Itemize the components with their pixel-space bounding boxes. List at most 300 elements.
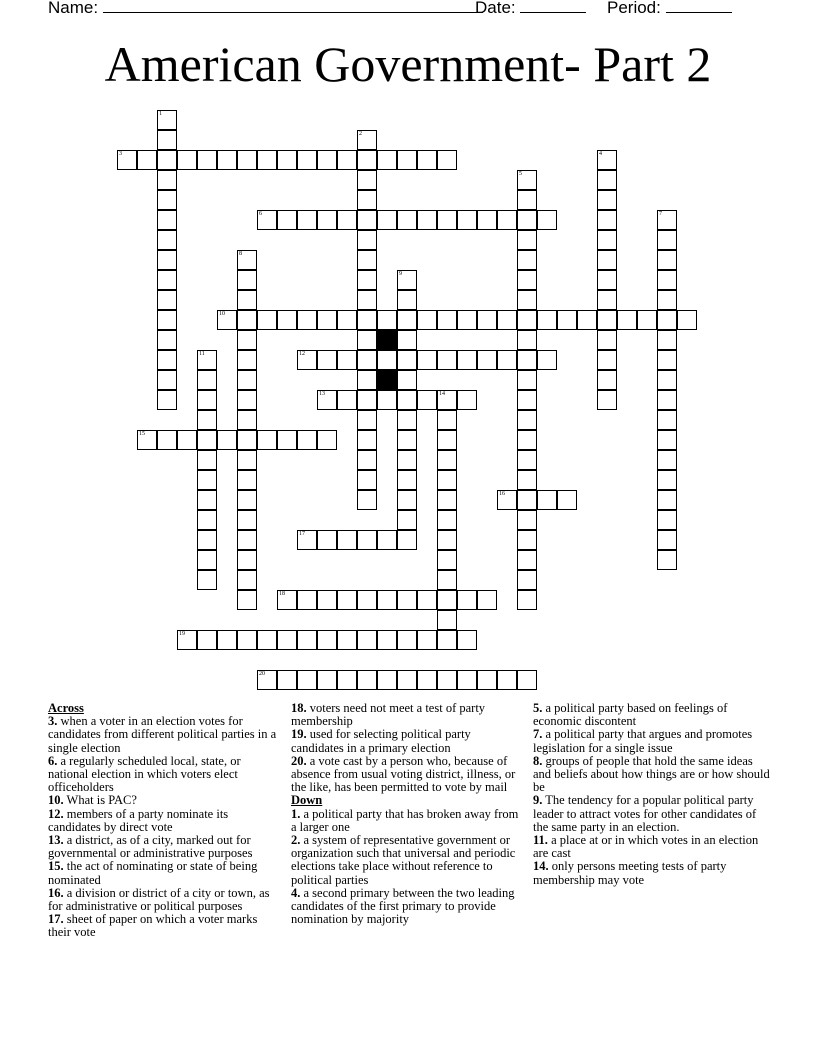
grid-cell[interactable] bbox=[157, 310, 177, 330]
grid-cell[interactable] bbox=[197, 570, 217, 590]
grid-cell[interactable] bbox=[597, 230, 617, 250]
grid-cell[interactable] bbox=[517, 330, 537, 350]
grid-cell[interactable] bbox=[157, 190, 177, 210]
clue-down-5: 5. a political party based on feelings of economic discontent bbox=[533, 701, 728, 729]
grid-cell[interactable] bbox=[437, 310, 457, 330]
cell-number: 13 bbox=[319, 391, 325, 397]
grid-cell[interactable] bbox=[497, 490, 517, 510]
grid-cell[interactable] bbox=[197, 510, 217, 530]
grid-cell[interactable] bbox=[217, 430, 237, 450]
grid-cell[interactable] bbox=[357, 410, 377, 430]
grid-cell[interactable] bbox=[237, 310, 257, 330]
grid-cell[interactable] bbox=[657, 410, 677, 430]
grid-cell[interactable] bbox=[437, 490, 457, 510]
grid-cell[interactable] bbox=[157, 370, 177, 390]
grid-cell[interactable] bbox=[597, 270, 617, 290]
grid-cell[interactable] bbox=[637, 310, 657, 330]
grid-cell[interactable] bbox=[357, 150, 377, 170]
grid-cell[interactable] bbox=[437, 470, 457, 490]
grid-cell[interactable] bbox=[497, 310, 517, 330]
grid-cell[interactable] bbox=[157, 110, 177, 130]
cell-number: 2 bbox=[359, 131, 362, 137]
grid-cell[interactable] bbox=[377, 590, 397, 610]
grid-cell[interactable] bbox=[177, 430, 197, 450]
grid-cell[interactable] bbox=[397, 450, 417, 470]
grid-cell[interactable] bbox=[377, 150, 397, 170]
grid-cell[interactable] bbox=[437, 430, 457, 450]
clue-across-16: 16. a division or district of a city or town, as for administrative or political purposes bbox=[48, 885, 270, 914]
grid-cell[interactable] bbox=[377, 670, 397, 690]
grid-cell[interactable] bbox=[437, 610, 457, 630]
grid-cell[interactable] bbox=[517, 370, 537, 390]
grid-cell[interactable] bbox=[537, 310, 557, 330]
grid-cell[interactable] bbox=[357, 290, 377, 310]
grid-cell[interactable] bbox=[157, 250, 177, 270]
grid-cell[interactable] bbox=[357, 470, 377, 490]
grid-cell[interactable] bbox=[517, 250, 537, 270]
clues-column-3 bbox=[533, 702, 773, 887]
cell-number: 11 bbox=[199, 351, 205, 357]
grid-cell[interactable] bbox=[397, 410, 417, 430]
grid-cell[interactable] bbox=[457, 630, 477, 650]
grid-cell[interactable] bbox=[537, 210, 557, 230]
grid-cell[interactable] bbox=[297, 430, 317, 450]
grid-cell[interactable] bbox=[197, 390, 217, 410]
clue-across-10: 10. What is PAC? bbox=[48, 793, 137, 808]
grid-cell[interactable] bbox=[357, 350, 377, 370]
cell-number: 16 bbox=[499, 491, 505, 497]
grid-cell[interactable] bbox=[437, 590, 457, 610]
grid-cell[interactable] bbox=[417, 350, 437, 370]
grid-cell[interactable] bbox=[357, 490, 377, 510]
grid-cell[interactable] bbox=[517, 590, 537, 610]
grid-cell[interactable] bbox=[437, 510, 457, 530]
grid-cell[interactable] bbox=[477, 350, 497, 370]
grid-cell[interactable] bbox=[277, 630, 297, 650]
cell-number: 7 bbox=[659, 211, 662, 217]
grid-cell[interactable] bbox=[277, 590, 297, 610]
grid-cell[interactable] bbox=[657, 430, 677, 450]
grid-cell[interactable] bbox=[357, 250, 377, 270]
grid-cell[interactable] bbox=[657, 230, 677, 250]
grid-cell[interactable] bbox=[597, 210, 617, 230]
grid-cell[interactable] bbox=[397, 270, 417, 290]
grid-cell[interactable] bbox=[197, 350, 217, 370]
grid-cell[interactable] bbox=[517, 350, 537, 370]
grid-cell[interactable] bbox=[197, 150, 217, 170]
grid-cell[interactable] bbox=[657, 550, 677, 570]
grid-cell[interactable] bbox=[357, 230, 377, 250]
grid-cell[interactable] bbox=[317, 590, 337, 610]
grid-cell[interactable] bbox=[417, 210, 437, 230]
grid-cell[interactable] bbox=[357, 130, 377, 150]
grid-cell[interactable] bbox=[317, 430, 337, 450]
grid-cell[interactable] bbox=[517, 470, 537, 490]
grid-cell[interactable] bbox=[337, 590, 357, 610]
grid-cell[interactable] bbox=[297, 150, 317, 170]
grid-cell[interactable] bbox=[277, 670, 297, 690]
grid-cell[interactable] bbox=[657, 250, 677, 270]
grid-cell[interactable] bbox=[277, 150, 297, 170]
grid-cell[interactable] bbox=[397, 150, 417, 170]
date-label: Date: bbox=[475, 0, 516, 17]
grid-cell[interactable] bbox=[517, 210, 537, 230]
grid-cell[interactable] bbox=[157, 130, 177, 150]
clue-across-18: 18. voters need not meet a test of party membership bbox=[291, 701, 486, 729]
grid-cell[interactable] bbox=[677, 310, 697, 330]
grid-cell[interactable] bbox=[237, 630, 257, 650]
grid-cell[interactable] bbox=[657, 210, 677, 230]
grid-cell[interactable] bbox=[197, 630, 217, 650]
grid-cell[interactable] bbox=[377, 630, 397, 650]
grid-cell[interactable] bbox=[597, 250, 617, 270]
grid-cell[interactable] bbox=[357, 190, 377, 210]
grid-cell[interactable] bbox=[317, 630, 337, 650]
grid-cell[interactable] bbox=[197, 490, 217, 510]
grid-cell[interactable] bbox=[237, 150, 257, 170]
grid-cell[interactable] bbox=[517, 390, 537, 410]
grid-cell[interactable] bbox=[257, 150, 277, 170]
grid-cell[interactable] bbox=[357, 450, 377, 470]
grid-cell[interactable] bbox=[557, 310, 577, 330]
grid-cell[interactable] bbox=[437, 570, 457, 590]
grid-cell[interactable] bbox=[197, 410, 217, 430]
name-label: Name: bbox=[48, 0, 99, 17]
grid-cell[interactable] bbox=[157, 350, 177, 370]
grid-cell[interactable] bbox=[317, 390, 337, 410]
grid-cell[interactable] bbox=[357, 330, 377, 350]
grid-cell[interactable] bbox=[237, 530, 257, 550]
clues-column-2 bbox=[291, 702, 523, 926]
grid-cell[interactable] bbox=[517, 190, 537, 210]
grid-cell[interactable] bbox=[497, 210, 517, 230]
grid-cell[interactable] bbox=[657, 310, 677, 330]
grid-cell[interactable] bbox=[217, 630, 237, 650]
grid-cell[interactable] bbox=[237, 570, 257, 590]
clue-across-13: 13. a district, as of a city, marked out for governmental or administrative purposes bbox=[48, 833, 253, 861]
grid-cell[interactable] bbox=[517, 510, 537, 530]
grid-cell[interactable] bbox=[397, 590, 417, 610]
grid-cell[interactable] bbox=[397, 330, 417, 350]
black-square bbox=[377, 330, 397, 350]
grid-cell[interactable] bbox=[517, 170, 537, 190]
grid-cell[interactable] bbox=[437, 350, 457, 370]
grid-cell[interactable] bbox=[137, 430, 157, 450]
grid-cell[interactable] bbox=[517, 550, 537, 570]
grid-cell[interactable] bbox=[237, 430, 257, 450]
grid-cell[interactable] bbox=[377, 530, 397, 550]
grid-cell[interactable] bbox=[437, 450, 457, 470]
grid-cell[interactable] bbox=[337, 210, 357, 230]
grid-cell[interactable] bbox=[237, 270, 257, 290]
grid-cell[interactable] bbox=[517, 530, 537, 550]
grid-cell[interactable] bbox=[297, 670, 317, 690]
grid-cell[interactable] bbox=[337, 350, 357, 370]
grid-cell[interactable] bbox=[457, 310, 477, 330]
grid-cell[interactable] bbox=[257, 210, 277, 230]
grid-cell[interactable] bbox=[477, 670, 497, 690]
grid-cell[interactable] bbox=[337, 310, 357, 330]
grid-cell[interactable] bbox=[357, 670, 377, 690]
grid-cell[interactable] bbox=[197, 530, 217, 550]
grid-cell[interactable] bbox=[517, 410, 537, 430]
grid-cell[interactable] bbox=[397, 390, 417, 410]
grid-cell[interactable] bbox=[377, 210, 397, 230]
grid-cell[interactable] bbox=[357, 210, 377, 230]
grid-cell[interactable] bbox=[197, 450, 217, 470]
grid-cell[interactable] bbox=[417, 390, 437, 410]
cell-number: 12 bbox=[299, 351, 305, 357]
grid-cell[interactable] bbox=[317, 350, 337, 370]
clue-across-15: 15. the act of nominating or state of being nominated bbox=[48, 859, 258, 887]
grid-cell[interactable] bbox=[597, 370, 617, 390]
grid-cell[interactable] bbox=[397, 470, 417, 490]
grid-cell[interactable] bbox=[537, 490, 557, 510]
grid-cell[interactable] bbox=[317, 210, 337, 230]
cell-number: 4 bbox=[599, 151, 602, 157]
grid-cell[interactable] bbox=[417, 670, 437, 690]
grid-cell[interactable] bbox=[337, 150, 357, 170]
grid-cell[interactable] bbox=[337, 670, 357, 690]
grid-cell[interactable] bbox=[597, 350, 617, 370]
grid-cell[interactable] bbox=[657, 450, 677, 470]
clue-across-20: 20. a vote cast by a person who, because of absence from usual voting district, illness, or the like, has been permitted to vote by mail bbox=[291, 753, 516, 795]
grid-cell[interactable] bbox=[437, 630, 457, 650]
clue-down-2: 2. a system of representative government or organization such that universal and periodic elections take place without reference to political parties bbox=[291, 833, 516, 887]
grid-cell[interactable] bbox=[237, 490, 257, 510]
grid-cell[interactable] bbox=[357, 430, 377, 450]
grid-cell[interactable] bbox=[377, 310, 397, 330]
grid-cell[interactable] bbox=[337, 530, 357, 550]
cell-number: 14 bbox=[439, 391, 445, 397]
clue-across-3: 3. when a voter in an election votes for candidates from different political parties in a single election bbox=[48, 714, 277, 755]
grid-cell[interactable] bbox=[237, 450, 257, 470]
grid-cell[interactable] bbox=[337, 390, 357, 410]
grid-cell[interactable] bbox=[437, 670, 457, 690]
grid-cell[interactable] bbox=[117, 150, 137, 170]
grid-cell[interactable] bbox=[277, 210, 297, 230]
grid-cell[interactable] bbox=[597, 290, 617, 310]
grid-cell[interactable] bbox=[237, 590, 257, 610]
grid-cell[interactable] bbox=[517, 430, 537, 450]
grid-cell[interactable] bbox=[617, 310, 637, 330]
grid-cell[interactable] bbox=[597, 190, 617, 210]
grid-cell[interactable] bbox=[657, 530, 677, 550]
grid-cell[interactable] bbox=[397, 430, 417, 450]
grid-cell[interactable] bbox=[437, 530, 457, 550]
grid-cell[interactable] bbox=[297, 210, 317, 230]
grid-cell[interactable] bbox=[237, 350, 257, 370]
grid-cell[interactable] bbox=[157, 430, 177, 450]
grid-cell[interactable] bbox=[517, 230, 537, 250]
grid-cell[interactable] bbox=[657, 370, 677, 390]
grid-cell[interactable] bbox=[657, 330, 677, 350]
down-heading: Down bbox=[291, 793, 323, 808]
across-heading: Across bbox=[48, 701, 84, 715]
grid-cell[interactable] bbox=[397, 290, 417, 310]
cell-number: 1 bbox=[159, 111, 162, 117]
grid-cell[interactable] bbox=[317, 150, 337, 170]
grid-cell[interactable] bbox=[397, 310, 417, 330]
grid-cell[interactable] bbox=[357, 590, 377, 610]
grid-cell[interactable] bbox=[217, 310, 237, 330]
grid-cell[interactable] bbox=[597, 150, 617, 170]
cell-number: 6 bbox=[259, 211, 262, 217]
grid-cell[interactable] bbox=[457, 390, 477, 410]
grid-cell[interactable] bbox=[157, 170, 177, 190]
grid-cell[interactable] bbox=[477, 590, 497, 610]
grid-cell[interactable] bbox=[317, 530, 337, 550]
grid-cell[interactable] bbox=[657, 270, 677, 290]
grid-cell[interactable] bbox=[397, 350, 417, 370]
grid-cell[interactable] bbox=[597, 390, 617, 410]
grid-cell[interactable] bbox=[357, 310, 377, 330]
grid-cell[interactable] bbox=[377, 350, 397, 370]
grid-cell[interactable] bbox=[517, 570, 537, 590]
grid-cell[interactable] bbox=[417, 590, 437, 610]
grid-cell[interactable] bbox=[277, 430, 297, 450]
grid-cell[interactable] bbox=[237, 550, 257, 570]
grid-cell[interactable] bbox=[477, 210, 497, 230]
grid-cell[interactable] bbox=[237, 390, 257, 410]
grid-cell[interactable] bbox=[357, 270, 377, 290]
grid-cell[interactable] bbox=[397, 370, 417, 390]
black-square bbox=[377, 370, 397, 390]
grid-cell[interactable] bbox=[477, 310, 497, 330]
clue-down-14: 14. only persons meeting tests of party membership may vote bbox=[533, 859, 727, 887]
grid-cell[interactable] bbox=[517, 290, 537, 310]
grid-cell[interactable] bbox=[657, 470, 677, 490]
grid-cell[interactable] bbox=[437, 550, 457, 570]
grid-cell[interactable] bbox=[137, 150, 157, 170]
grid-cell[interactable] bbox=[517, 450, 537, 470]
grid-cell[interactable] bbox=[157, 270, 177, 290]
grid-cell[interactable] bbox=[657, 510, 677, 530]
cell-number: 18 bbox=[279, 591, 285, 597]
grid-cell[interactable] bbox=[417, 630, 437, 650]
grid-cell[interactable] bbox=[397, 530, 417, 550]
grid-cell[interactable] bbox=[257, 670, 277, 690]
grid-cell[interactable] bbox=[197, 430, 217, 450]
grid-cell[interactable] bbox=[657, 390, 677, 410]
grid-cell[interactable] bbox=[297, 350, 317, 370]
grid-cell[interactable] bbox=[517, 490, 537, 510]
grid-cell[interactable] bbox=[237, 370, 257, 390]
clue-down-9: 9. The tendency for a popular political party leader to attract votes for other candidates of the same party in an election. bbox=[533, 793, 757, 834]
grid-cell[interactable] bbox=[317, 310, 337, 330]
grid-cell[interactable] bbox=[577, 310, 597, 330]
grid-cell[interactable] bbox=[237, 510, 257, 530]
grid-cell[interactable] bbox=[197, 470, 217, 490]
grid-cell[interactable] bbox=[177, 150, 197, 170]
grid-cell[interactable] bbox=[297, 310, 317, 330]
grid-cell[interactable] bbox=[357, 370, 377, 390]
grid-cell[interactable] bbox=[157, 150, 177, 170]
grid-cell[interactable] bbox=[257, 310, 277, 330]
grid-cell[interactable] bbox=[417, 310, 437, 330]
grid-cell[interactable] bbox=[357, 170, 377, 190]
clue-across-12: 12. members of a party nominate its candidates by direct vote bbox=[48, 806, 229, 834]
cell-number: 19 bbox=[179, 631, 185, 637]
grid-cell[interactable] bbox=[457, 210, 477, 230]
grid-cell[interactable] bbox=[397, 490, 417, 510]
grid-cell[interactable] bbox=[437, 210, 457, 230]
grid-cell[interactable] bbox=[237, 330, 257, 350]
clue-across-17: 17. sheet of paper on which a voter marks their vote bbox=[48, 912, 258, 940]
grid-cell[interactable] bbox=[237, 290, 257, 310]
grid-cell[interactable] bbox=[297, 530, 317, 550]
grid-cell[interactable] bbox=[337, 630, 357, 650]
grid-cell[interactable] bbox=[517, 670, 537, 690]
grid-cell[interactable] bbox=[237, 410, 257, 430]
clue-down-8: 8. groups of people that hold the same ideas and beliefs about how things are or how should be bbox=[533, 753, 770, 795]
grid-cell[interactable] bbox=[237, 250, 257, 270]
grid-cell[interactable] bbox=[597, 310, 617, 330]
grid-cell[interactable] bbox=[457, 590, 477, 610]
grid-cell[interactable] bbox=[657, 350, 677, 370]
grid-cell[interactable] bbox=[497, 350, 517, 370]
grid-cell[interactable] bbox=[397, 510, 417, 530]
grid-cell[interactable] bbox=[457, 670, 477, 690]
grid-cell[interactable] bbox=[537, 350, 557, 370]
grid-cell[interactable] bbox=[257, 630, 277, 650]
grid-cell[interactable] bbox=[277, 310, 297, 330]
cell-number: 9 bbox=[399, 271, 402, 277]
grid-cell[interactable] bbox=[297, 630, 317, 650]
grid-cell[interactable] bbox=[157, 230, 177, 250]
grid-cell[interactable] bbox=[497, 670, 517, 690]
grid-cell[interactable] bbox=[657, 490, 677, 510]
grid-cell[interactable] bbox=[597, 170, 617, 190]
grid-cell[interactable] bbox=[457, 350, 477, 370]
grid-cell[interactable] bbox=[177, 630, 197, 650]
grid-cell[interactable] bbox=[397, 210, 417, 230]
grid-cell[interactable] bbox=[437, 410, 457, 430]
grid-cell[interactable] bbox=[157, 390, 177, 410]
grid-cell[interactable] bbox=[657, 290, 677, 310]
grid-cell[interactable] bbox=[197, 550, 217, 570]
grid-cell[interactable] bbox=[417, 150, 437, 170]
grid-cell[interactable] bbox=[197, 370, 217, 390]
grid-cell[interactable] bbox=[397, 630, 417, 650]
grid-cell[interactable] bbox=[377, 390, 397, 410]
grid-cell[interactable] bbox=[517, 310, 537, 330]
clues-column-1 bbox=[48, 702, 283, 940]
cell-number: 8 bbox=[239, 251, 242, 257]
grid-cell[interactable] bbox=[437, 390, 457, 410]
grid-cell[interactable] bbox=[297, 590, 317, 610]
grid-cell[interactable] bbox=[157, 290, 177, 310]
grid-cell[interactable] bbox=[557, 490, 577, 510]
grid-cell[interactable] bbox=[597, 330, 617, 350]
grid-cell[interactable] bbox=[357, 390, 377, 410]
grid-cell[interactable] bbox=[397, 670, 417, 690]
grid-cell[interactable] bbox=[357, 630, 377, 650]
grid-cell[interactable] bbox=[257, 430, 277, 450]
grid-cell[interactable] bbox=[517, 270, 537, 290]
cell-number: 17 bbox=[299, 531, 305, 537]
period-label: Period: bbox=[607, 0, 661, 17]
cell-number: 10 bbox=[219, 311, 225, 317]
grid-cell[interactable] bbox=[157, 330, 177, 350]
grid-cell[interactable] bbox=[237, 470, 257, 490]
grid-cell[interactable] bbox=[157, 210, 177, 230]
cell-number: 5 bbox=[519, 171, 522, 177]
grid-cell[interactable] bbox=[357, 530, 377, 550]
grid-cell[interactable] bbox=[317, 670, 337, 690]
grid-cell[interactable] bbox=[437, 150, 457, 170]
grid-cell[interactable] bbox=[217, 150, 237, 170]
